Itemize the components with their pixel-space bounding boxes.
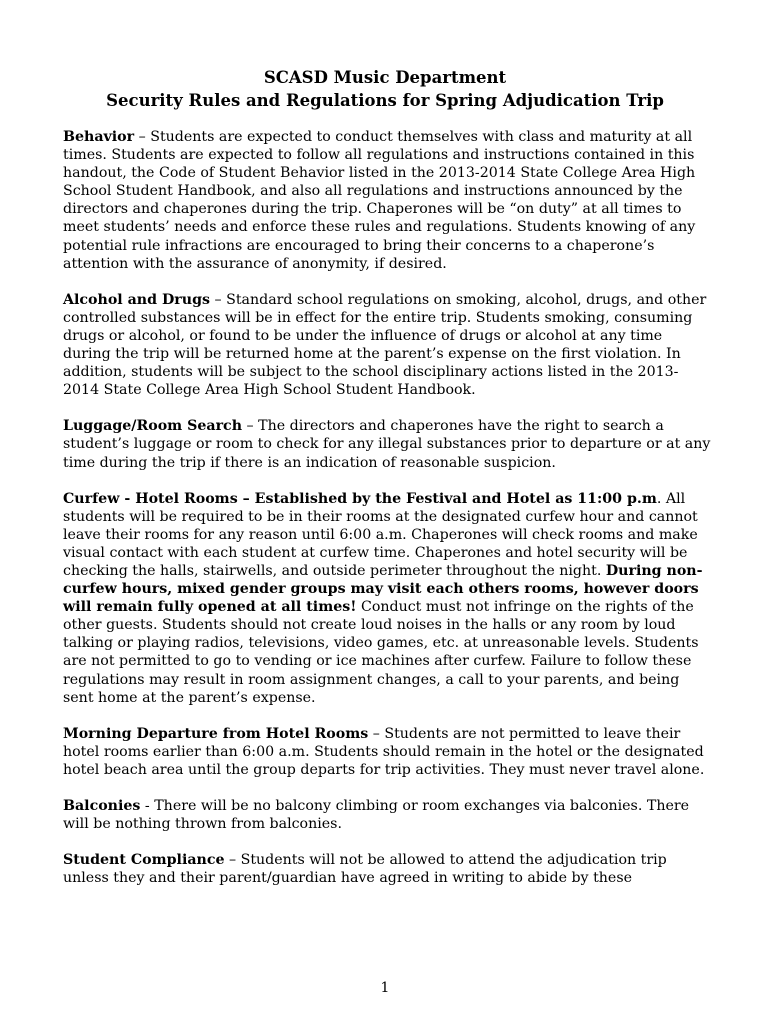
paragraph <box>63 797 711 833</box>
paragraph <box>63 417 711 471</box>
section-behavior <box>63 128 711 273</box>
page-title: SCASD Music Department <box>263 68 507 87</box>
paragraph <box>63 490 711 707</box>
section-heading: Alcohol and Drugs <box>63 291 210 308</box>
section-text: – Standard school regulations on smoking, alcohol, drugs, and other controlled substances will be in effect for the entire trip. Students smoking, consuming drugs or alcohol, or found to be under the influence of drugs or alcohol at any time during the trip will be returned home at the parent’s expense on the first violation. In addition, students will be subject to the school disciplinary actions listed in the 2013-2014 State College Area High School Student Handbook. <box>63 291 707 399</box>
section-heading: Student Compliance <box>63 852 225 869</box>
section-text: - There will be no balcony climbing or room exchanges via balconies. There will be nothing thrown from balconies. <box>63 798 690 833</box>
page-number: 1 <box>380 980 390 996</box>
section-text: – Students are not permitted to leave their hotel rooms earlier than 6:00 a.m. Students should remain in the hotel or the designated hotel beach area until the group departs for trip activities. They must never travel alone. <box>63 725 705 778</box>
paragraph <box>63 725 711 779</box>
section-curfew <box>63 490 711 707</box>
section-morning-departure <box>63 725 711 779</box>
paragraph <box>63 851 711 887</box>
section-heading: Luggage/Room Search <box>63 418 243 435</box>
section-text: – The directors and chaperones have the right to search a student’s luggage or room to check for any illegal substances prior to departure or at any time during the trip if there is an indication of reasonable suspicion. <box>63 418 711 471</box>
section-alcohol-drugs <box>63 291 711 400</box>
page-subtitle: Security Rules and Regulations for Spring Adjudication Trip <box>106 91 664 110</box>
section-heading: Morning Departure from Hotel Rooms <box>63 725 369 742</box>
section-text: . All students will be required to be in their rooms at the designated curfew hour and cannot leave their rooms for any reason until 6:00 a.m. Chaperones will check rooms and make visual contact with each student at curfew time. Chaperones and hotel security will be checking the halls, stairwells, and outside perimeter throughout the night. <box>63 490 698 579</box>
section-student-compliance <box>63 851 711 887</box>
section-text: Conduct must not infringe on the rights of the other guests. Students should not create loud noises in the halls or any room by loud talking or playing radios, televisions, video games, etc. at unreasonable levels. Students are not permitted to go to vending or ice machines after curfew. Failure to follow these regulations may result in room assignment changes, a call to your parents, and being sent home at the parent’s expense. <box>63 599 699 706</box>
section-heading: Curfew - Hotel Rooms – Established by the Festival and Hotel as 11:00 p.m <box>63 490 657 507</box>
section-heading: Behavior <box>63 129 135 145</box>
section-text: – Students are expected to conduct themselves with class and maturity at all times. Students are expected to follow all regulations and instructions contained in this handout, the Code of Student Behavior listed in the 2013-2014 State College Area High School Student Handbook, and also all regulations and instructions announced by the directors and chaperones during the trip. Chaperones will be “on duty” at all times to meet students’ needs and enforce these rules and regulations. Students knowing of any potential rule infractions are encouraged to bring their concerns to a chaperone’s attention with the assurance of anonymity, if desired. <box>63 129 696 272</box>
emphasis-text: During non-curfew hours, mixed gender groups may visit each others rooms, however doors will remain fully opened at all times! <box>63 562 703 616</box>
section-heading: Balconies <box>63 798 141 814</box>
document-body <box>63 128 711 905</box>
title-block <box>0 66 770 112</box>
section-balconies <box>63 797 711 833</box>
paragraph <box>63 128 711 273</box>
section-luggage-room-search <box>63 417 711 471</box>
section-text: – Students will not be allowed to attend the adjudication trip unless they and their parent/guardian have agreed in writing to abide by these <box>63 852 667 887</box>
paragraph <box>63 291 711 400</box>
